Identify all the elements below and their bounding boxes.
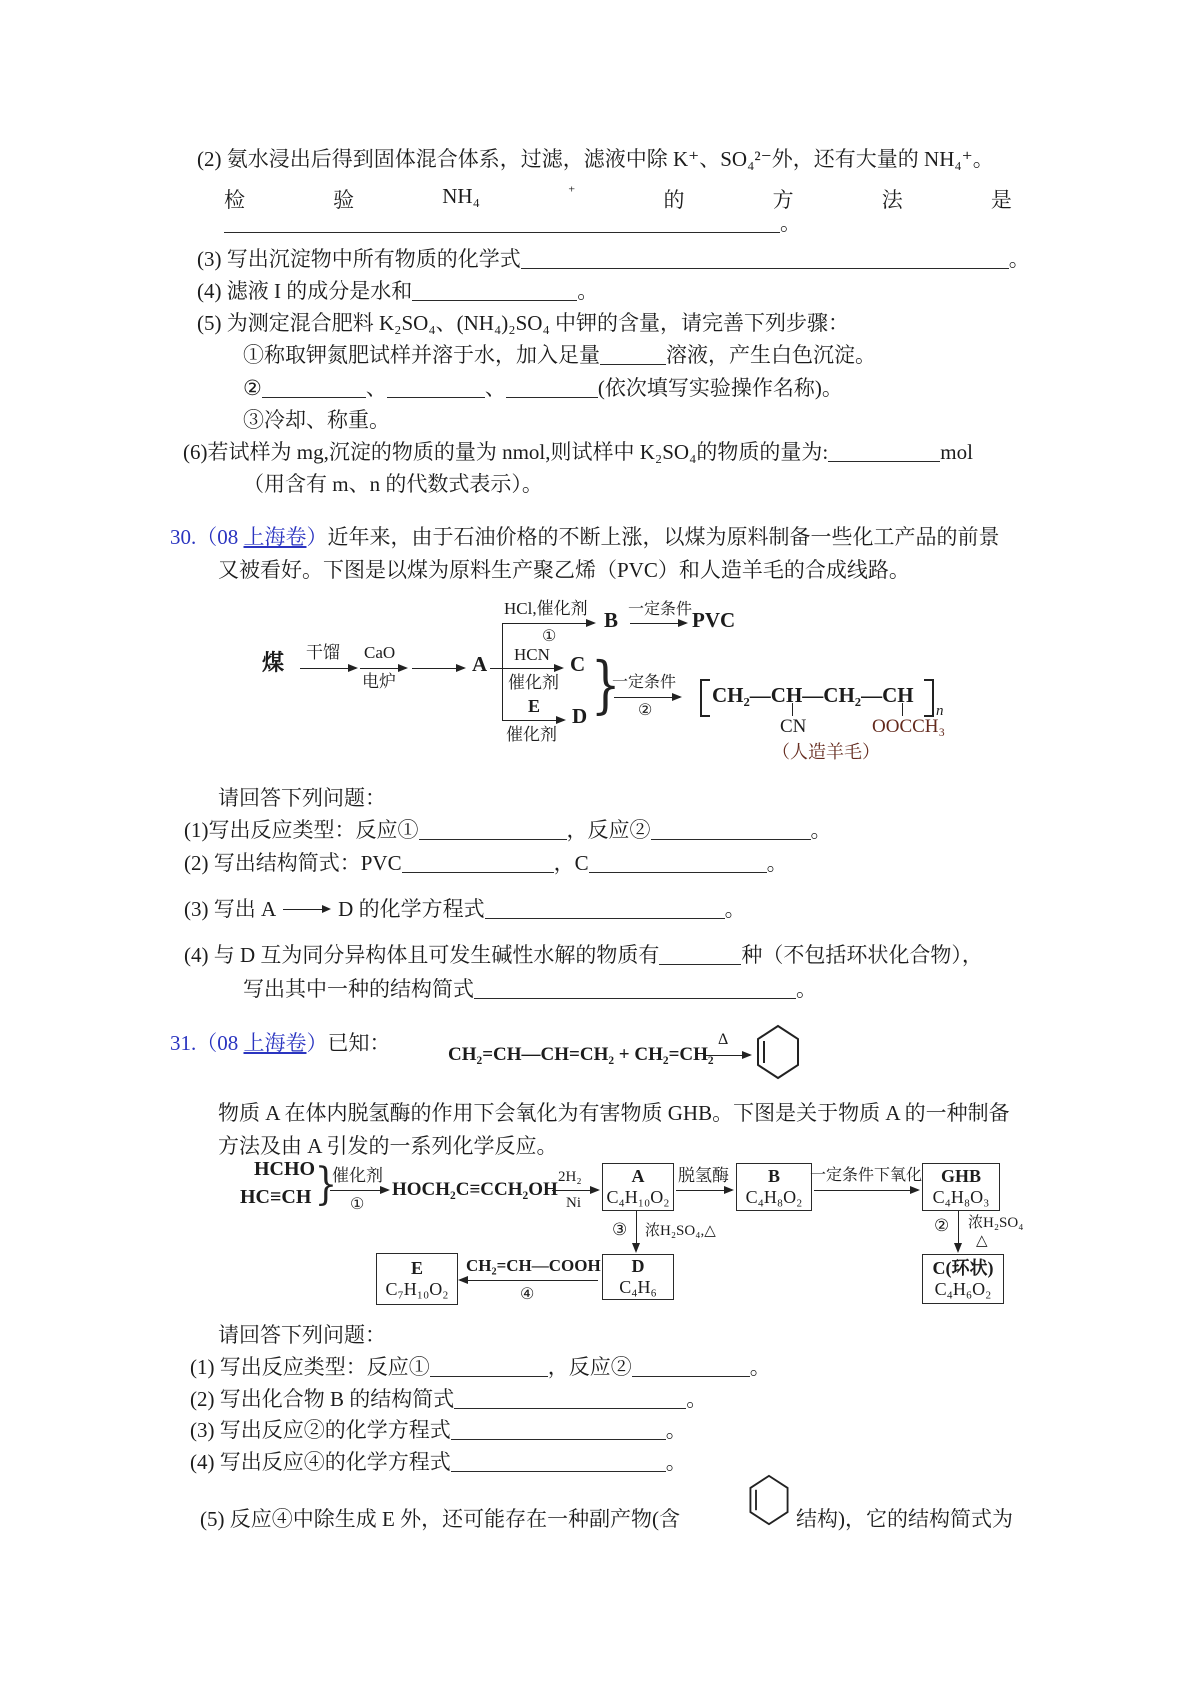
q31-prompt-text: 请回答下列问题： bbox=[218, 1323, 386, 1347]
arrow-polymerization bbox=[614, 697, 680, 698]
item2-text: (2) 氨水浸出后得到固体混合体系，过滤，滤液中除 K⁺、SO₄²⁻外，还有大量的 NH₄⁺。 bbox=[197, 147, 994, 171]
answer-blank bbox=[506, 379, 598, 398]
h2-label: 2H₂ bbox=[558, 1169, 582, 1185]
period: 。 bbox=[665, 1450, 687, 1474]
period: 。 bbox=[780, 211, 801, 235]
item6-note-text: （用含有 m、n 的代数式表示）。 bbox=[243, 472, 543, 496]
answer-blank bbox=[589, 854, 767, 873]
reaction2-circle: ② bbox=[638, 702, 653, 719]
period: 。 bbox=[749, 1355, 771, 1379]
q31-source-close: ） bbox=[306, 1031, 328, 1055]
q31-sub2-pre: (2) 写出化合物 B 的结构简式 bbox=[190, 1387, 455, 1411]
answer-blank bbox=[224, 214, 780, 233]
box-GHB-formula: C₄H₈O₃ bbox=[932, 1187, 990, 1207]
item3-line bbox=[197, 246, 1030, 273]
dehydrogenase-label: 脱氢酶 bbox=[678, 1166, 729, 1185]
q31-intro1-text: 物质 A 在体内脱氢酶的作用下会氧化为有害物质 GHB。下图是关于物质 A 的一种制备 bbox=[218, 1101, 1010, 1125]
q31-sub5-post-text: 结构)，它的结构简式为 bbox=[796, 1507, 1013, 1531]
q31-sub5-post bbox=[796, 1506, 1013, 1533]
q31-reaction-diagram bbox=[0, 1158, 1200, 1316]
arrow-dry-distillation bbox=[300, 668, 356, 669]
q31-header bbox=[170, 1030, 391, 1057]
item4-text: (4) 滤液 I 的成分是水和 bbox=[197, 279, 413, 303]
step1-text: ①称取钾氮肥试样并溶于水，加入足量 bbox=[243, 343, 600, 367]
answer-blank bbox=[828, 443, 940, 462]
just-char: 法 bbox=[881, 188, 903, 212]
arrow-A-to-D bbox=[636, 1211, 637, 1251]
period: 。 bbox=[810, 818, 832, 842]
just-char: 方 bbox=[772, 188, 794, 212]
q31-sub5-pre bbox=[200, 1506, 680, 1533]
item2-line bbox=[197, 146, 994, 173]
item6-unit: mol bbox=[940, 440, 973, 464]
item5-line bbox=[197, 310, 849, 337]
compound-D-label: D bbox=[572, 704, 588, 728]
delta-condition: Δ bbox=[718, 1031, 729, 1048]
h2so4-label-3: 浓H₂SO₄,△ bbox=[645, 1223, 716, 1239]
just-char: 检 bbox=[224, 188, 245, 212]
branch-line bbox=[502, 623, 503, 720]
q30-prompt bbox=[218, 785, 386, 812]
reaction1-circle: ① bbox=[350, 1196, 365, 1213]
known-reaction-arrow bbox=[706, 1055, 750, 1056]
ni-label: Ni bbox=[566, 1195, 581, 1211]
q30-source-open: （08 bbox=[196, 525, 244, 549]
q31-sub1-pre: (1) 写出反应类型：反应① bbox=[190, 1355, 430, 1379]
box-C-formula: C₄H₆O₂ bbox=[934, 1279, 992, 1299]
item5-step3 bbox=[243, 407, 390, 434]
answer-blank bbox=[451, 1453, 666, 1472]
compound-B-label: B bbox=[604, 608, 619, 632]
cyclohexene-hexagon-small bbox=[748, 1474, 790, 1526]
box-compound-D bbox=[602, 1254, 674, 1300]
q30-prompt-text: 请回答下列问题： bbox=[218, 786, 386, 810]
hcl-catalyst-label: HCl,催化剂 bbox=[504, 599, 588, 618]
q31-source-open: （08 bbox=[196, 1031, 244, 1055]
box-compound-A bbox=[602, 1163, 674, 1211]
ester-group-label: OOCCH₃ bbox=[872, 716, 946, 737]
q31-known-label: 已知： bbox=[327, 1031, 391, 1055]
catalyst-label-bottom: 催化剂 bbox=[506, 725, 557, 744]
oxidation-condition-label: 一定条件下氧化 bbox=[810, 1167, 923, 1184]
q31-sub4 bbox=[190, 1449, 687, 1476]
bond-cn bbox=[792, 703, 793, 716]
box-A-formula: C₄H₁₀O₂ bbox=[606, 1187, 670, 1207]
box-E-name: E bbox=[410, 1258, 423, 1278]
item6-text: (6)若试样为 mg,沉淀的物质的量为 nmol,则试样中 K₂SO₄的物质的量为: bbox=[183, 440, 829, 464]
polymer-chain: CH₂—CH—CH₂—CH bbox=[712, 683, 914, 707]
answer-blank bbox=[454, 1390, 686, 1409]
answer-blank bbox=[474, 980, 796, 999]
compound-C-label: C bbox=[570, 652, 586, 676]
q30-sub3-mid: D 的化学方程式 bbox=[338, 897, 485, 921]
arrow-dehydrogenase bbox=[676, 1190, 732, 1191]
answer-blank bbox=[632, 1358, 750, 1377]
condition-label-pvc: 一定条件 bbox=[628, 601, 693, 618]
arrow-to-C bbox=[490, 668, 562, 669]
box-compound-E bbox=[376, 1253, 458, 1305]
reaction1-circle: ① bbox=[542, 628, 557, 645]
q31-intro2-text: 方法及由 A 引发的一系列化学反应。 bbox=[218, 1134, 558, 1158]
known-reaction-equation: CH₂=CH—CH=CH₂ + CH₂=CH₂ bbox=[448, 1044, 714, 1065]
answer-blank bbox=[430, 1358, 548, 1377]
answer-blank bbox=[402, 854, 554, 873]
q30-number: 30. bbox=[170, 525, 197, 549]
q30-header bbox=[170, 524, 1000, 551]
item6-note bbox=[243, 471, 543, 498]
item6-line bbox=[183, 439, 973, 466]
q30-sub2-pre: (2) 写出结构简式：PVC bbox=[184, 851, 402, 875]
cd-brace: } bbox=[590, 648, 621, 721]
box-B-name: B bbox=[767, 1166, 780, 1186]
cao-label: CaO bbox=[364, 643, 396, 662]
answer-blank bbox=[485, 900, 725, 919]
answer-blank bbox=[651, 821, 811, 840]
polymer-right-bracket bbox=[924, 679, 934, 717]
answer-blank bbox=[521, 250, 1009, 269]
q31-sub3 bbox=[190, 1417, 687, 1444]
pvc-label: PVC bbox=[692, 608, 736, 632]
reaction3-circle: ③ bbox=[612, 1220, 628, 1239]
q31-sub1-mid: ，反应② bbox=[547, 1355, 632, 1379]
q30-sub4b-pre: 写出其中一种的结构简式 bbox=[243, 977, 474, 1001]
period: 。 bbox=[1008, 247, 1030, 271]
butynediol-label: HOCH₂C≡CCH₂OH bbox=[392, 1179, 558, 1200]
q31-sub4-pre: (4) 写出反应④的化学方程式 bbox=[190, 1450, 451, 1474]
arrow-to-D bbox=[502, 720, 564, 721]
q30-sub4 bbox=[184, 942, 983, 969]
step1-text2: 溶液，产生白色沉淀。 bbox=[666, 343, 876, 367]
box-C-name: C(环状) bbox=[932, 1258, 994, 1278]
item2-answer-line bbox=[224, 210, 801, 237]
arrow-B-to-PVC bbox=[630, 623, 686, 624]
q31-sub5-pre-text: (5) 反应④中除生成 E 外，还可能存在一种副产物(含 bbox=[200, 1507, 681, 1531]
answer-blank bbox=[600, 346, 666, 365]
q30-intro1: 近年来，由于石油价格的不断上涨，以煤为原料制备一些化工产品的前景 bbox=[327, 525, 1000, 549]
box-A-name: A bbox=[631, 1166, 645, 1186]
reaction4-circle: ④ bbox=[520, 1286, 535, 1303]
hcn-label: HCN bbox=[514, 645, 550, 664]
reaction2-circle: ② bbox=[934, 1216, 950, 1235]
q30-sub1 bbox=[184, 817, 832, 844]
just-char: 的 bbox=[663, 188, 685, 212]
delta-label-2: △ bbox=[976, 1233, 988, 1249]
box-compound-B bbox=[736, 1163, 812, 1211]
q31-intro1 bbox=[218, 1100, 1010, 1127]
q30-sub4-line2 bbox=[243, 976, 817, 1003]
furnace-label: 电炉 bbox=[362, 672, 396, 691]
item4-line bbox=[197, 278, 598, 305]
reactants-brace: } bbox=[314, 1159, 338, 1210]
answer-blank bbox=[262, 379, 366, 398]
arrow-reaction1 bbox=[330, 1190, 388, 1191]
q30-synthesis-diagram bbox=[0, 595, 1200, 775]
compound-A-label: A bbox=[472, 652, 488, 676]
answer-blank bbox=[451, 1421, 666, 1440]
answer-blank bbox=[659, 946, 741, 965]
just-char: 验 bbox=[333, 188, 355, 212]
q30-sub1-pre: (1)写出反应类型：反应① bbox=[184, 818, 419, 842]
pause: 、 bbox=[365, 376, 387, 400]
q30-intro2 bbox=[218, 557, 910, 584]
period: 。 bbox=[686, 1387, 708, 1411]
acrylic-acid-label: CH₂=CH—COOH bbox=[466, 1256, 601, 1275]
box-D-name: D bbox=[631, 1256, 645, 1276]
q30-source-close: ） bbox=[306, 525, 328, 549]
polymer-n-subscript: n bbox=[936, 703, 944, 719]
arrow-to-B bbox=[502, 623, 594, 624]
just-superscript: ⁺ bbox=[568, 185, 576, 200]
coal-label: 煤 bbox=[262, 650, 285, 675]
period: 。 bbox=[724, 897, 746, 921]
just-formula: NH₄ bbox=[442, 184, 480, 208]
q31-intro2 bbox=[218, 1133, 558, 1160]
item5-step2 bbox=[243, 375, 843, 402]
step2-note: (依次填写实验操作名称)。 bbox=[597, 376, 843, 400]
item5-text: (5) 为测定混合肥料 K₂SO₄、(NH₄)₂SO₄ 中钾的含量，请完善下列步骤： bbox=[197, 311, 850, 335]
q30-sub4-pre: (4) 与 D 互为同分异构体且可发生碱性水解的物质有 bbox=[184, 943, 660, 967]
period: 。 bbox=[665, 1418, 687, 1442]
q30-source-link[interactable]: 上海卷 bbox=[243, 525, 307, 549]
arrow-D-to-E bbox=[460, 1280, 598, 1281]
arrow-cao-furnace bbox=[360, 668, 406, 669]
condition-label-poly: 一定条件 bbox=[612, 674, 677, 691]
dry-distillation-label: 干馏 bbox=[306, 643, 340, 662]
answer-blank bbox=[419, 821, 567, 840]
cn-group-label: CN bbox=[780, 716, 807, 737]
step3-text: ③冷却、称重。 bbox=[243, 408, 390, 432]
box-E-formula: C₇H₁₀O₂ bbox=[385, 1279, 449, 1299]
q30-intro2-text: 又被看好。下图是以煤为原料生产聚乙烯（PVC）和人造羊毛的合成线路。 bbox=[218, 558, 910, 582]
item5-step1 bbox=[243, 342, 876, 369]
q31-prompt bbox=[218, 1322, 386, 1349]
box-compound-C bbox=[922, 1254, 1004, 1304]
bond-ester bbox=[902, 703, 903, 716]
reagent-E-label: E bbox=[528, 696, 541, 716]
answer-blank bbox=[387, 379, 485, 398]
box-B-formula: C₄H₈O₂ bbox=[745, 1187, 803, 1207]
catalyst-label-1: 催化剂 bbox=[332, 1166, 383, 1185]
box-GHB-name: GHB bbox=[940, 1166, 981, 1186]
q30-sub1-mid: ，反应② bbox=[566, 818, 651, 842]
q31-sub3-pre: (3) 写出反应②的化学方程式 bbox=[190, 1418, 451, 1442]
q31-number: 31. bbox=[170, 1031, 197, 1055]
pause: 、 bbox=[484, 376, 506, 400]
box-GHB bbox=[922, 1163, 1000, 1211]
period: 。 bbox=[796, 977, 817, 1001]
box-D-formula: C₄H₆ bbox=[619, 1277, 657, 1297]
q31-source-link[interactable]: 上海卷 bbox=[243, 1031, 307, 1055]
catalyst-label-mid: 催化剂 bbox=[508, 673, 559, 692]
h2so4-label-2: 浓H₂SO₄ bbox=[968, 1215, 1024, 1231]
step2-num: ② bbox=[243, 376, 262, 400]
arrow-hydrogenation bbox=[552, 1190, 598, 1191]
period: 。 bbox=[766, 851, 788, 875]
q30-sub4-mid: 种（不包括环状化合物）， bbox=[741, 943, 983, 967]
cyclohexene-hexagon bbox=[756, 1024, 800, 1080]
q31-sub1 bbox=[190, 1354, 771, 1381]
arrow-oxidation bbox=[814, 1190, 918, 1191]
answer-blank bbox=[412, 282, 577, 301]
polymer-left-bracket bbox=[700, 679, 710, 717]
long-arrow-icon bbox=[283, 903, 331, 916]
q30-sub2 bbox=[184, 850, 788, 877]
q30-sub3 bbox=[184, 896, 746, 923]
just-char: 是 bbox=[990, 188, 1012, 212]
arrow-GHB-to-C bbox=[958, 1211, 959, 1251]
hcho-label: HCHO bbox=[254, 1158, 316, 1180]
arrow-plain bbox=[412, 668, 464, 669]
q30-sub3-pre: (3) 写出 A bbox=[184, 897, 277, 921]
item3-text: (3) 写出沉淀物中所有物质的化学式 bbox=[197, 247, 521, 271]
q31-sub2 bbox=[190, 1386, 707, 1413]
period: 。 bbox=[577, 279, 599, 303]
acetylene-label: HC≡CH bbox=[240, 1186, 312, 1208]
q30-sub2-mid: ，C bbox=[553, 851, 589, 875]
artificial-wool-label: （人造羊毛） bbox=[772, 742, 880, 762]
